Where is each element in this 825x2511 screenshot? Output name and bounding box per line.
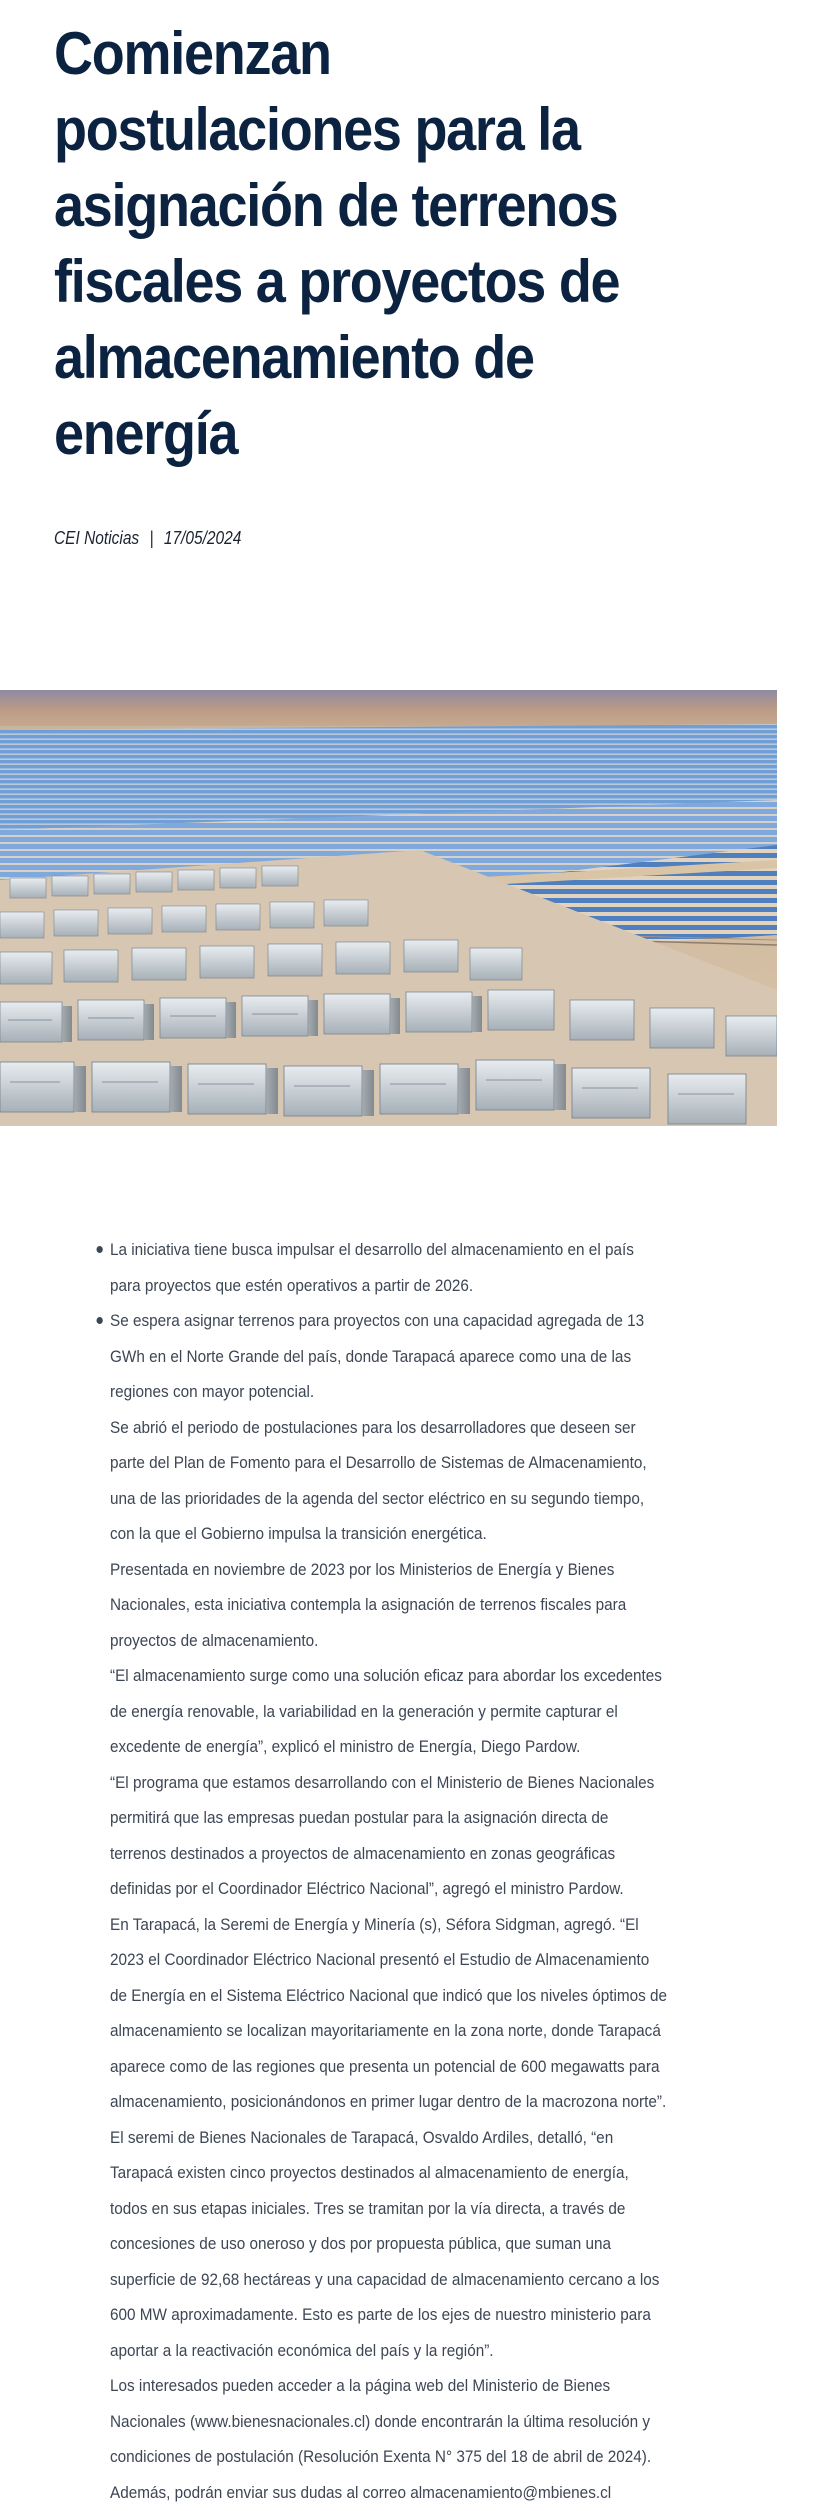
body-paragraph: “El programa que estamos desarrollando con el Ministerio de Bienes Nacionales permitirá que las empresas puedan postular para la asignación directa de terrenos destinados a proyectos de almacenamiento en zonas geográficas definidas por el Coordinador Eléctrico Nacional”, agregó el ministro Pardow. <box>110 1772 655 1898</box>
meta-separator: | <box>149 528 154 548</box>
summary-bullet: Se espera asignar terrenos para proyectos con una capacidad agregada de 13 GWh en el Norte Grande del país, donde Tarapacá aparece como una de las regiones con mayor potencial. <box>110 1303 668 1410</box>
body-paragraph: Se abrió el periodo de postulaciones para los desarrolladores que deseen ser parte del Plan de Fomento para el Desarrollo de Sistemas de Almacenamiento, una de las prioridades de la agenda del sector eléctrico en su segundo tiempo, con la que el Gobierno impulsa la transición energética. <box>110 1417 647 1543</box>
summary-list <box>110 1232 668 1410</box>
body-paragraph: En Tarapacá, la Seremi de Energía y Minería (s), Séfora Sidgman, agregó. “El 2023 el Coordinador Eléctrico Nacional presentó el Estudio de Almacenamiento de Energía en el Sistema Eléctrico Nacional que indicó que los niveles óptimos de almacenamiento se localizan mayoritariamente en la zona norte, donde Tarapacá aparece como de las regiones que presenta un potencial de 600 megawatts para almacenamiento, posicionándonos en primer lugar dentro de la macrozona norte”. <box>110 1914 668 2111</box>
body-paragraph: Presentada en noviembre de 2023 por los Ministerios de Energía y Bienes Nacionales, esta iniciativa contempla la asignación de terrenos fiscales para proyectos de almacenamiento. <box>110 1559 627 1650</box>
body-paragraph: “El almacenamiento surge como una solución eficaz para abordar los excedentes de energía renovable, la variabilidad en la generación y permite capturar el excedente de energía”, explicó el ministro de Energía, Diego Pardow. <box>110 1666 662 1756</box>
article-date: 17/05/2024 <box>163 528 242 548</box>
body-paragraph: El seremi de Bienes Nacionales de Tarapacá, Osvaldo Ardiles, detalló, “en Tarapacá existen cinco proyectos destinados al almacenamiento de energía, todos en sus etapas iniciales. Tres se tramitan por la vía directa, a través de concesiones de uso oneroso y dos por propuesta pública, que suman una superficie de 92,68 hectáreas y una capacidad de almacenamiento cercano a los 600 MW aproximadamente. Esto es parte de los ejes de nuestro ministerio para aportar a la reactivación económica del país y la región”. <box>110 2127 660 2360</box>
article-meta <box>54 526 241 550</box>
hero-image <box>0 690 777 1126</box>
article-title: Comienzan postulaciones para la asignación de terrenos fiscales a proyectos de almacenamiento de energía <box>54 20 620 467</box>
article-body <box>110 1232 668 2510</box>
summary-bullet: La iniciativa tiene busca impulsar el desarrollo del almacenamiento en el país para proyectos que estén operativos a partir de 2026. <box>110 1232 668 1303</box>
body-paragraph: Los interesados pueden acceder a la página web del Ministerio de Bienes Nacionales (www.bienesnacionales.cl) donde encontrarán la última resolución y condiciones de postulación (Resolución Exenta N° 375 del 18 de abril de 2024). Además, podrán enviar sus dudas al correo almacenamiento@mbienes.cl <box>110 2376 652 2502</box>
article-source[interactable]: CEI Noticias <box>54 528 140 548</box>
